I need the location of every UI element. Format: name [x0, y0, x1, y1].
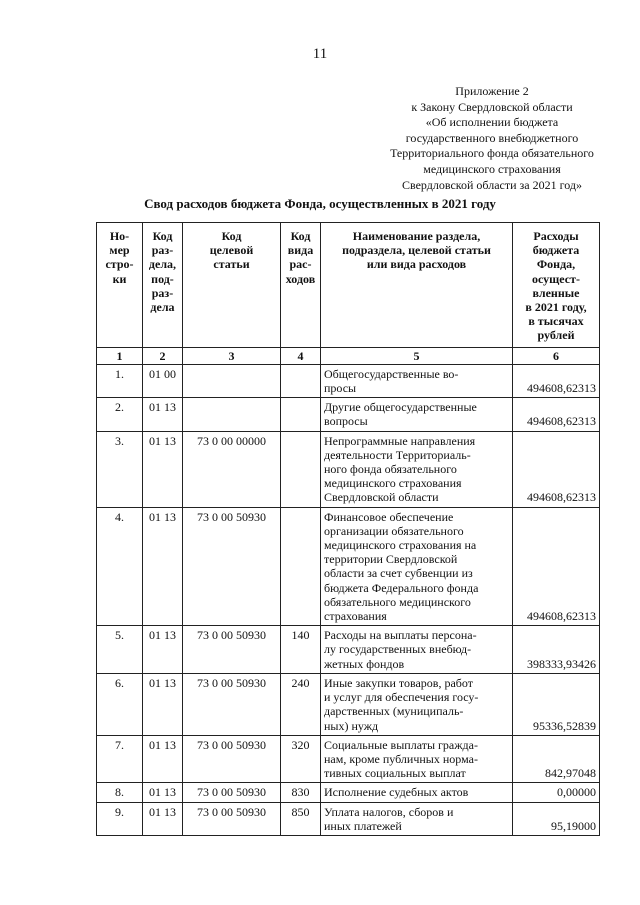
table-row	[97, 398, 600, 431]
expense-amount: 398333,93426	[513, 626, 600, 674]
appendix-line: к Закону Свердловской области	[411, 99, 573, 114]
target-code: 73 0 00 50930	[183, 626, 281, 674]
table-row	[97, 626, 600, 674]
table-header	[97, 223, 600, 365]
row-number: 4.	[97, 507, 143, 626]
header-amount	[513, 223, 600, 348]
header-line: рублей	[537, 328, 575, 343]
header-line: Расходы	[533, 229, 579, 243]
expense-amount: 494608,62313	[513, 431, 600, 507]
table-row	[97, 802, 600, 835]
kind-code: 850	[281, 802, 321, 835]
column-number: 1	[97, 347, 143, 364]
header-line: вленные	[532, 285, 580, 300]
expense-name-line: организации обязательного	[324, 523, 464, 538]
appendix-line: медицинского страхования	[423, 161, 561, 176]
section-code: 01 00	[143, 364, 183, 397]
table-body	[97, 364, 600, 835]
expense-name	[321, 398, 513, 431]
target-code: 73 0 00 50930	[183, 783, 281, 802]
row-number: 7.	[97, 735, 143, 783]
expense-name-line: вопросы	[324, 414, 368, 429]
appendix-line: «Об исполнении бюджета	[425, 115, 559, 130]
expense-name-line: Социальные выплаты гражда-	[324, 737, 478, 752]
expense-name-line: медицинского страхования	[324, 476, 462, 491]
column-number-row	[97, 347, 600, 364]
expense-name	[321, 783, 513, 802]
table-row	[97, 507, 600, 626]
section-code: 01 13	[143, 783, 183, 802]
section-code: 01 13	[143, 398, 183, 431]
expense-name	[321, 735, 513, 783]
expense-amount: 0,00000	[513, 783, 600, 802]
expense-name	[321, 364, 513, 397]
kind-code	[281, 507, 321, 626]
header-line: стро-	[105, 257, 134, 272]
header-line: осущест-	[532, 271, 580, 286]
expense-name-line: территории Свердловской	[324, 552, 458, 567]
expense-name-line: Непрограммные направления	[324, 433, 476, 448]
kind-code: 140	[281, 626, 321, 674]
section-code: 01 13	[143, 673, 183, 735]
expense-name	[321, 431, 513, 507]
expense-name-line: Иные закупки товаров, работ	[324, 675, 473, 690]
header-line: под-	[151, 271, 174, 286]
expense-name-line: ных) нужд	[324, 718, 379, 733]
appendix-line: Территориального фонда обязательного	[390, 146, 594, 161]
expense-name-line: бюджета Федерального фонда	[324, 580, 479, 595]
expense-name-line: тивных социальных выплат	[324, 766, 466, 781]
target-code	[183, 398, 281, 431]
expense-name	[321, 507, 513, 626]
column-number: 6	[513, 347, 600, 364]
expense-name	[321, 802, 513, 835]
header-line: в тысячах	[528, 314, 584, 329]
page-number: 11	[312, 46, 328, 62]
row-number: 8.	[97, 783, 143, 802]
header-row	[97, 223, 600, 348]
expense-name	[321, 626, 513, 674]
header-line: подраздела, целевой статьи	[342, 243, 491, 258]
table-row	[97, 783, 600, 802]
document-title: Свод расходов бюджета Фонда, осуществленных в 2021 году	[144, 196, 496, 211]
header-line: в 2021 году,	[525, 300, 587, 315]
table-row	[97, 735, 600, 783]
section-code: 01 13	[143, 626, 183, 674]
appendix-line: государственного внебюджетного	[405, 130, 579, 145]
appendix-line: Приложение 2	[455, 84, 529, 98]
section-code: 01 13	[143, 802, 183, 835]
header-line: ки	[112, 271, 127, 286]
header-line: вида	[287, 243, 314, 258]
row-number: 3.	[97, 431, 143, 507]
expense-amount: 842,97048	[513, 735, 600, 783]
kind-code: 320	[281, 735, 321, 783]
target-code: 73 0 00 50930	[183, 802, 281, 835]
header-line: ходов	[285, 271, 316, 286]
header-line: раз-	[151, 285, 174, 300]
header-line: раз-	[151, 243, 174, 258]
target-code	[183, 364, 281, 397]
expense-name-line: лу государственных внебюд-	[324, 642, 472, 657]
expense-name-line: страхования	[324, 609, 387, 624]
expense-name-line: иных платежей	[324, 818, 402, 833]
appendix-line: Свердловской области за 2021 год»	[402, 177, 582, 192]
kind-code	[281, 398, 321, 431]
target-code: 73 0 00 50930	[183, 673, 281, 735]
expense-name-line: Другие общегосударственные	[324, 400, 477, 415]
header-line: или вида расходов	[366, 257, 467, 272]
header-kind-code	[281, 223, 321, 348]
column-number: 2	[143, 347, 183, 364]
section-code: 01 13	[143, 431, 183, 507]
row-number: 9.	[97, 802, 143, 835]
expense-amount: 494608,62313	[513, 364, 600, 397]
kind-code	[281, 364, 321, 397]
header-name	[321, 223, 513, 348]
column-number: 5	[321, 347, 513, 364]
section-code: 01 13	[143, 735, 183, 783]
header-line: бюджета	[532, 243, 580, 258]
header-line: Код	[221, 229, 242, 243]
expense-amount: 95,19000	[513, 802, 600, 835]
expense-name	[321, 673, 513, 735]
header-line: Код	[152, 229, 173, 243]
target-code: 73 0 00 00000	[183, 431, 281, 507]
expense-name-line: Исполнение судебных актов	[324, 785, 469, 800]
kind-code: 240	[281, 673, 321, 735]
header-line: статьи	[213, 257, 250, 272]
column-number: 4	[281, 347, 321, 364]
expense-amount: 494608,62313	[513, 398, 600, 431]
expense-name-line: Расходы на выплаты персона-	[324, 628, 477, 643]
row-number: 6.	[97, 673, 143, 735]
expense-name-line: нам, кроме публичных норма-	[324, 751, 478, 766]
expense-name-line: Финансовое обеспечение	[324, 509, 454, 524]
header-line: Но-	[109, 229, 130, 243]
kind-code	[281, 431, 321, 507]
header-line: Фонда,	[536, 257, 576, 272]
header-line: мер	[109, 243, 130, 258]
expense-name-line: Свердловской области	[324, 490, 439, 505]
row-number: 2.	[97, 398, 143, 431]
table-row	[97, 431, 600, 507]
expense-amount: 494608,62313	[513, 507, 600, 626]
header-line: дела	[150, 300, 175, 315]
expense-name-line: ного фонда обязательного	[324, 462, 457, 477]
column-number: 3	[183, 347, 281, 364]
expense-name-line: области за счет субвенции из	[324, 566, 473, 581]
row-number: 5.	[97, 626, 143, 674]
expense-name-line: и услуг для обеспечения госу-	[324, 690, 479, 705]
header-line: Наименование раздела,	[352, 229, 481, 243]
header-line: Код	[290, 229, 311, 243]
expense-name-line: медицинского страхования на	[324, 538, 477, 553]
section-code: 01 13	[143, 507, 183, 626]
expense-name-line: обязательного медицинского	[324, 594, 471, 609]
header-target-code	[183, 223, 281, 348]
expense-name-line: просы	[324, 381, 357, 396]
header-line: дела,	[148, 257, 177, 272]
table-row	[97, 364, 600, 397]
expense-amount: 95336,52839	[513, 673, 600, 735]
table-row	[97, 673, 600, 735]
header-section-code	[143, 223, 183, 348]
header-row-number	[97, 223, 143, 348]
expense-name-line: жетных фондов	[324, 656, 405, 671]
expense-name-line: дарственных (муниципаль-	[324, 704, 464, 719]
expense-name-line: Общегосударственные во-	[324, 366, 459, 381]
expense-name-line: деятельности Территориаль-	[324, 447, 471, 462]
expense-name-line: Уплата налогов, сборов и	[324, 804, 454, 819]
expenditure-table	[96, 222, 600, 836]
row-number: 1.	[97, 364, 143, 397]
appendix-heading	[372, 84, 612, 193]
target-code: 73 0 00 50930	[183, 507, 281, 626]
header-line: рас-	[289, 257, 312, 272]
header-line: целевой	[209, 243, 254, 258]
kind-code: 830	[281, 783, 321, 802]
target-code: 73 0 00 50930	[183, 735, 281, 783]
